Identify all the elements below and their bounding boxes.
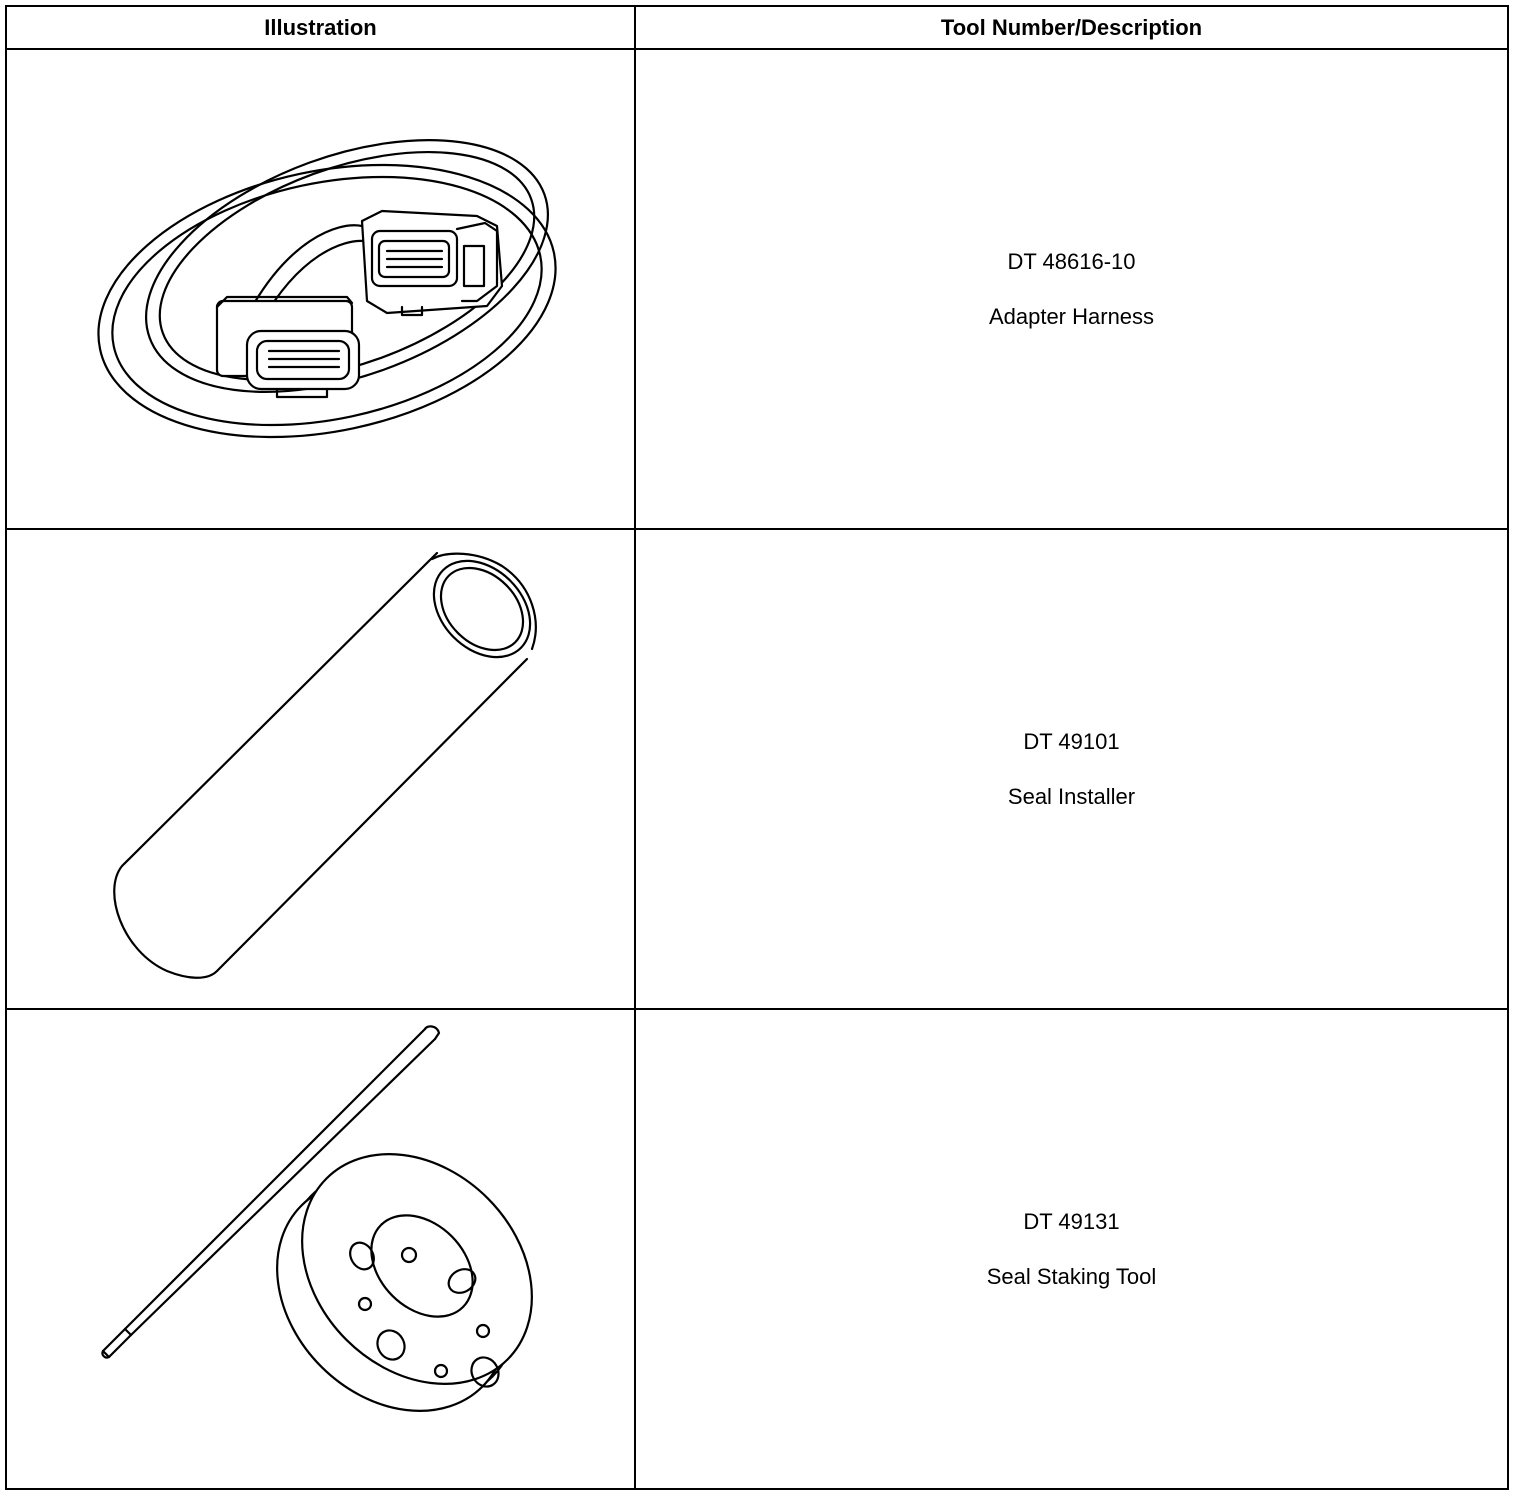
- tool-description: Adapter Harness: [988, 303, 1155, 329]
- tool-cell: [635, 49, 1508, 529]
- tool-cell: [635, 529, 1508, 1009]
- tool-number: DT 49131: [1023, 1208, 1120, 1234]
- table-row: [6, 529, 1508, 1009]
- illustration-column-header: Illustration: [6, 6, 635, 49]
- illustration-cell: [6, 1009, 635, 1489]
- tool-column-header: Tool Number/Description: [635, 6, 1508, 49]
- tool-cell: [635, 1009, 1508, 1489]
- table-row: [6, 1009, 1508, 1489]
- tool-number: DT 49101: [1023, 728, 1120, 754]
- tool-description: Seal Installer: [1007, 783, 1136, 809]
- illustration-cell: [6, 529, 635, 1009]
- seal-staking-tool-icon: [7, 1011, 632, 1487]
- table-row: [6, 49, 1508, 529]
- table-header-row: [6, 6, 1508, 49]
- seal-installer-icon: [7, 531, 632, 1007]
- special-tools-table: [5, 5, 1509, 1490]
- illustration-cell: [6, 49, 635, 529]
- tool-description: Seal Staking Tool: [986, 1263, 1157, 1289]
- tool-number: DT 48616-10: [1007, 248, 1136, 274]
- adapter-harness-icon: [7, 51, 632, 527]
